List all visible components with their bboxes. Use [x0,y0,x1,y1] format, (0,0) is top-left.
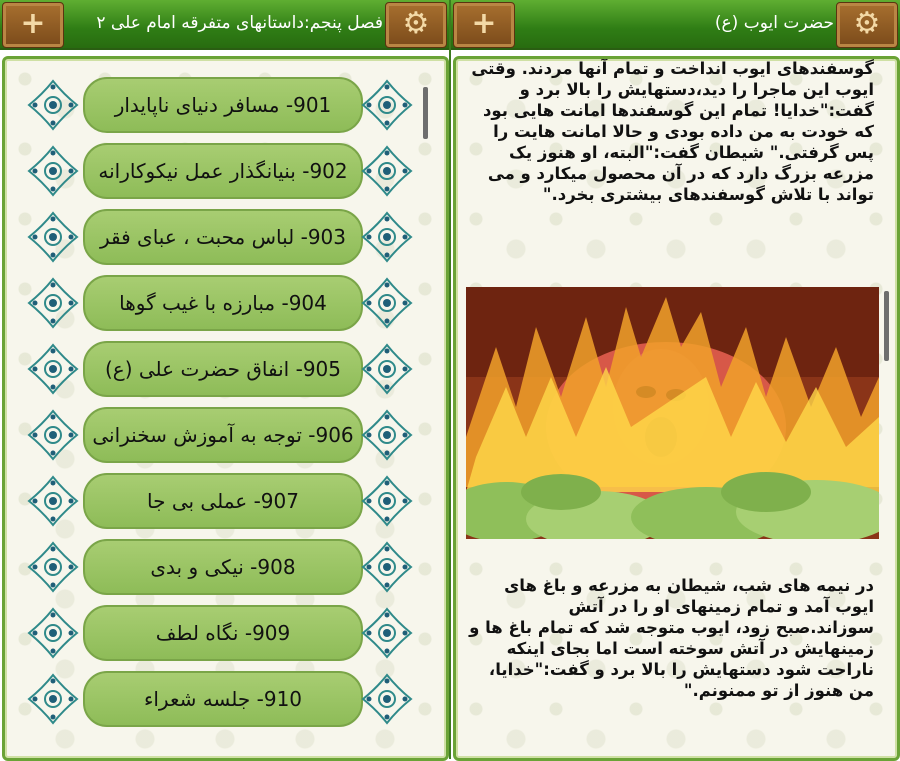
story-title: حضرت ایوب (ع) [714,13,834,33]
story-button[interactable] [83,275,363,331]
add-button[interactable] [453,2,515,48]
list-item [5,207,446,267]
story-button[interactable] [83,539,363,595]
ornament-icon [361,277,413,329]
story-button[interactable] [83,473,363,529]
story-button-label: 904- مبارزه با غیب گوها [119,291,327,315]
story-paragraph: در نیمه های شب، شیطان به مزرعه و باغ های ایوب آمد و تمام زمینهای او را در آتش سوزاند.صبح زود، ایوب متوجه شد که تمام باغ ها و زمینهایش در آتش سوخته است اما بجای اینکه ناراحت شود دستهایش را بالا برد و گفت:"خدایا، من هنوز از تو ممنونم." [469,576,874,700]
settings-button[interactable] [385,2,447,48]
list-scrollbar[interactable] [423,87,428,139]
ornament-icon [27,409,79,461]
story-button-label: 907- عملی بی جا [147,489,299,513]
list-item [5,537,446,597]
story-button[interactable] [83,407,363,463]
ornament-icon [27,277,79,329]
list-item [5,405,446,465]
list-item [5,471,446,531]
story-button-label: 901- مسافر دنیای ناپایدار [114,93,332,117]
gear-icon: ⚙ [853,6,881,41]
ornament-icon [361,211,413,263]
story-button-label: 908- نیکی و بدی [150,555,296,579]
story-button-label: 905- انفاق حضرت علی (ع) [104,357,342,381]
ornament-icon [27,673,79,725]
list-pane [0,0,449,759]
ornament-icon [27,145,79,197]
ornament-icon [361,607,413,659]
list-item [5,669,446,729]
list-item [5,75,446,135]
ornament-icon [361,145,413,197]
story-button-label: 902- بنیانگذار عمل نیکوکارانه [98,159,348,183]
fire-devil-illustration [466,287,879,539]
reader-titlebar [451,0,900,50]
ornament-icon [27,607,79,659]
ornament-icon [361,79,413,131]
reader-frame [453,56,900,761]
story-button-label: 909- نگاه لطف [155,621,291,645]
ornament-icon [361,541,413,593]
ornament-icon [361,475,413,527]
ornament-icon [361,409,413,461]
plus-icon: + [20,6,46,41]
ornament-icon [361,343,413,395]
story-button[interactable] [83,605,363,661]
ornament-icon [27,541,79,593]
story-button-label: 906- توجه به آموزش سخنرانی [92,423,354,447]
settings-button[interactable] [836,2,898,48]
story-button[interactable] [83,77,363,133]
story-button[interactable] [83,671,363,727]
add-button[interactable] [2,2,64,48]
ornament-icon [27,211,79,263]
list-item [5,339,446,399]
list-item [5,603,446,663]
story-paragraph: گوسفندهای ایوب انداخت و تمام آنها مردند. وقتی ایوب این ماجرا را دید،دستهایش را بالا برد و گفت:"خدایا! تمام این گوسفندها امانت هایی بود که خودت به من داده بودی و حالا امانت هایت را پس گرفتی." شیطان گفت:"البته، او هنوز یک مزرعه بزرگ دارد که در آن محصول میکارد و می تواند با تلاش گوسفندهای بیشتری بخرد." [471,59,874,204]
list-titlebar [0,0,449,50]
plus-icon: + [471,6,497,41]
story-button[interactable] [83,209,363,265]
ornament-icon [27,79,79,131]
chapter-title: فصل پنجم:داستانهای متفرقه امام علی ۲ [96,13,383,33]
ornament-icon [361,673,413,725]
list-item [5,141,446,201]
story-illustration [466,287,879,539]
list-item [5,273,446,333]
story-button[interactable] [83,341,363,397]
story-button-label: 903- لباس محبت ، عبای فقر [99,225,346,249]
reader-pane [451,0,900,759]
reader-scrollbar[interactable] [884,291,889,361]
ornament-icon [27,475,79,527]
gear-icon: ⚙ [402,6,430,41]
story-button-label: 910- جلسه شعراء [143,687,303,711]
ornament-icon [27,343,79,395]
story-button[interactable] [83,143,363,199]
list-frame [2,56,449,761]
